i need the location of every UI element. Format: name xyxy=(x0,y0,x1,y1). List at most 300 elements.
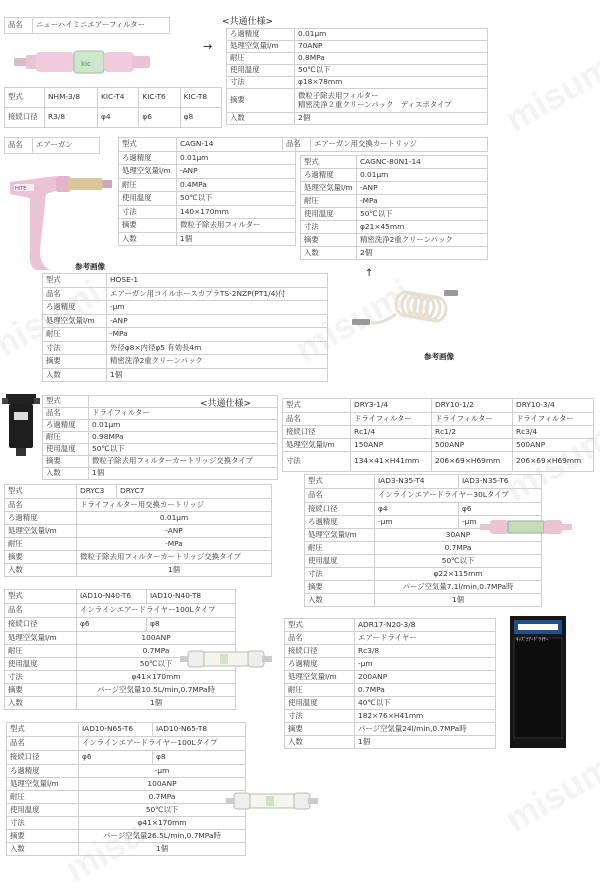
dry-models-table xyxy=(282,398,594,472)
common-spec-label: <共通仕様> xyxy=(200,399,252,409)
cell-key: 品名 xyxy=(43,287,107,301)
cell-key: 寸法 xyxy=(283,452,351,472)
table-row xyxy=(5,551,272,564)
table-row xyxy=(285,684,496,697)
cell-value: φ22×115mm xyxy=(375,568,542,581)
cell-value: KIC-T4 xyxy=(98,88,139,108)
cell-value: 1個 xyxy=(355,736,496,749)
table-row xyxy=(7,723,246,737)
table-row xyxy=(43,328,328,342)
table-row xyxy=(227,41,488,53)
table-row xyxy=(7,830,246,843)
table-row xyxy=(305,542,542,555)
cell-key: 入数 xyxy=(227,113,295,125)
table-row xyxy=(5,108,222,128)
cell-key: 型式 xyxy=(43,396,89,408)
table-row xyxy=(7,804,246,817)
airgun-image xyxy=(6,170,118,274)
cell-key: 型式 xyxy=(5,485,77,499)
cell-key: 寸法 xyxy=(305,568,375,581)
cell-key: 処理空気量l/m xyxy=(285,671,355,684)
cell-key: 摘要 xyxy=(7,830,79,843)
airgun-name-table xyxy=(4,137,100,154)
cell-key: 品名 xyxy=(283,138,311,152)
cell-key: ろ過精度 xyxy=(43,301,107,315)
reference-image-label: 参考画像 xyxy=(75,262,105,271)
table-row xyxy=(43,468,278,480)
table-row xyxy=(7,737,246,751)
table-row xyxy=(285,658,496,671)
cell-value: CAGNC-80N1-14 xyxy=(357,156,488,169)
cell-value: 30ANP xyxy=(375,529,542,542)
table-row xyxy=(227,89,488,113)
arrow-icon: → xyxy=(203,40,213,53)
cell-value: φ8 xyxy=(153,751,246,765)
table-row xyxy=(5,604,236,618)
cell-value: 50℃以下 xyxy=(79,804,246,817)
cell-value: -μm xyxy=(459,516,542,529)
cell-value: 50℃以下 xyxy=(295,65,488,77)
table-row xyxy=(43,368,328,382)
cell-key: 処理空気量l/m xyxy=(301,182,357,195)
coil-hose-image xyxy=(350,286,470,350)
table-row xyxy=(119,192,296,206)
cell-value: エアーガン用コイルホースカプラTS-2NZP(PT1/4)付 xyxy=(107,287,328,301)
table-row xyxy=(5,697,236,710)
cell-value: 微粒子除去用フィルターカートリッジ交換タイプ xyxy=(89,456,278,468)
cell-key: 寸法 xyxy=(5,671,77,684)
cell-value: 150ANP xyxy=(351,439,432,452)
cell-key: 型式 xyxy=(283,399,351,413)
table-row xyxy=(5,564,272,577)
table-row xyxy=(301,208,488,221)
cell-key: 処理空気量l/m xyxy=(43,314,107,328)
cell-value: ニューハイミニエアーフィルター xyxy=(33,18,170,34)
cell-value: 2個 xyxy=(357,247,488,260)
cell-key: 処理空気量l/m xyxy=(7,778,79,791)
cell-value: 50℃以下 xyxy=(375,555,542,568)
airgun-spec-table xyxy=(118,137,296,246)
table-row xyxy=(285,632,496,645)
cell-key: 型式 xyxy=(305,475,375,489)
cell-value: 50℃以下 xyxy=(89,444,278,456)
table-row xyxy=(285,645,496,658)
cell-value: DRY10-1/2 xyxy=(432,399,513,413)
cell-value: IAD10-N65-T8 xyxy=(153,723,246,737)
table-row xyxy=(301,169,488,182)
dryc-spec-table xyxy=(4,484,272,577)
table-row xyxy=(5,88,222,108)
air-dryer-box-label: ｷｯｽﾞｴｱｰﾄﾞﾗｲﾔｰ xyxy=(516,637,549,643)
cell-key: 処理空気量l/m xyxy=(5,632,77,645)
cell-value: -MPa xyxy=(77,538,272,551)
inline-dryer-image xyxy=(480,516,572,542)
cell-key: 処理空気量l/m xyxy=(227,41,295,53)
table-row xyxy=(43,408,278,420)
table-row xyxy=(7,791,246,804)
hose-spec-table xyxy=(42,273,328,382)
cell-key: 型式 xyxy=(301,156,357,169)
cell-key: 使用温度 xyxy=(285,697,355,710)
cell-value: -MPa xyxy=(357,195,488,208)
table-row xyxy=(43,314,328,328)
cell-key: 摘要 xyxy=(227,89,295,113)
cell-value: -ANP xyxy=(77,525,272,538)
cell-key: 寸法 xyxy=(43,341,107,355)
table-row xyxy=(305,568,542,581)
cell-value: 0.98MPa xyxy=(89,432,278,444)
table-row xyxy=(301,247,488,260)
cell-value: Rc1/2 xyxy=(432,426,513,439)
table-row xyxy=(5,590,236,604)
cell-key: 入数 xyxy=(5,564,77,577)
cell-value: インラインエアードライヤー30Lタイプ xyxy=(375,489,542,503)
cell-key: 寸法 xyxy=(227,77,295,89)
cell-key: ろ過精度 xyxy=(7,765,79,778)
cell-value: 精密洗浄2重クリーンパック xyxy=(107,355,328,369)
cell-key: 寸法 xyxy=(285,710,355,723)
cell-key: 耐圧 xyxy=(227,53,295,65)
cell-key: 処理空気量l/m xyxy=(5,525,77,538)
cell-value: 1個 xyxy=(375,594,542,607)
cell-key: 入数 xyxy=(43,468,89,480)
cell-value: φ41×170mm xyxy=(77,671,236,684)
table-row xyxy=(305,581,542,594)
table-row xyxy=(301,182,488,195)
cell-value: インラインエアードライヤー100Lタイプ xyxy=(79,737,246,751)
table-row xyxy=(283,452,594,472)
cell-value: ドライフィルター xyxy=(89,408,278,420)
table-row xyxy=(283,413,594,426)
table-row xyxy=(301,234,488,247)
cell-value: φ6 xyxy=(79,751,153,765)
cell-value: -μm xyxy=(375,516,459,529)
table-row xyxy=(285,736,496,749)
table-row xyxy=(43,432,278,444)
table-row xyxy=(285,697,496,710)
cell-key: 摘要 xyxy=(285,723,355,736)
cell-value: 1個 xyxy=(89,468,278,480)
cell-key: 耐圧 xyxy=(7,791,79,804)
table-row xyxy=(43,341,328,355)
cell-value: 1個 xyxy=(107,368,328,382)
cell-key: 処理空気量l/m xyxy=(283,439,351,452)
cell-key: 使用温度 xyxy=(119,192,177,206)
cell-value: φ21×45mm xyxy=(357,221,488,234)
cell-value: -ANP xyxy=(107,314,328,328)
cell-value: DRYC7 xyxy=(117,485,272,499)
cell-key: 型式 xyxy=(5,590,77,604)
cell-value: 0.7MPa xyxy=(355,684,496,697)
table-row xyxy=(119,138,296,152)
table-row xyxy=(285,619,496,632)
cell-key: 品名 xyxy=(285,632,355,645)
table-row xyxy=(43,456,278,468)
cell-value: CAGN-14 xyxy=(177,138,296,152)
cell-key: ろ過精度 xyxy=(227,29,295,41)
cell-key: 耐圧 xyxy=(5,538,77,551)
table-row xyxy=(5,485,272,499)
table-row xyxy=(43,274,328,288)
table-row xyxy=(301,156,488,169)
cell-value: -μm xyxy=(355,658,496,671)
cell-value: ドライフィルター xyxy=(432,413,513,426)
table-row xyxy=(285,671,496,684)
cell-key: 摘要 xyxy=(5,551,77,564)
table-row xyxy=(7,778,246,791)
cell-value xyxy=(89,396,278,408)
cell-value: φ4 xyxy=(375,503,459,516)
table-row xyxy=(227,77,488,89)
table-row xyxy=(5,512,272,525)
cell-value: 50℃以下 xyxy=(177,192,296,206)
cell-value: HOSE-1 xyxy=(107,274,328,288)
cell-key: 寸法 xyxy=(7,817,79,830)
cell-value: -MPa xyxy=(107,328,328,342)
arrow-up-icon: ↑ xyxy=(365,268,374,279)
table-row xyxy=(283,399,594,413)
cell-key: 型式 xyxy=(7,723,79,737)
cell-value: 500ANP xyxy=(513,439,594,452)
air-dryer-image xyxy=(508,616,568,754)
cell-value: 1個 xyxy=(77,697,236,710)
cell-key: 耐圧 xyxy=(301,195,357,208)
table-row xyxy=(7,843,246,856)
cell-value: エアーガン用交換カートリッジ xyxy=(311,138,488,152)
cell-key: 寸法 xyxy=(301,221,357,234)
cell-value: パージ空気量26.5L/min,0.7MPa時 xyxy=(79,830,246,843)
table-row xyxy=(5,538,272,551)
cell-value: 1個 xyxy=(77,564,272,577)
cell-value: パージ空気量24l/min,0.7MPa時 xyxy=(355,723,496,736)
cell-value: -ANP xyxy=(357,182,488,195)
filter-name-table xyxy=(4,17,170,34)
cartridge-spec-table xyxy=(300,155,488,260)
cell-value: DRYC3 xyxy=(77,485,117,499)
watermark xyxy=(498,741,600,840)
cell-value: 0.7MPa xyxy=(79,791,246,804)
cell-key: ろ過精度 xyxy=(5,512,77,525)
cell-value: φ4 xyxy=(98,108,139,128)
cell-key: ろ過精度 xyxy=(285,658,355,671)
cell-value: ドライフィルター xyxy=(351,413,432,426)
inline-dryer-image xyxy=(226,790,318,816)
table-row xyxy=(5,684,236,697)
cell-value: 微粒子除去用フィルターカートリッジ交換タイプ xyxy=(77,551,272,564)
table-row xyxy=(43,355,328,369)
cell-key: 型式 xyxy=(119,138,177,152)
cell-key: 入数 xyxy=(305,594,375,607)
cell-value: 0.01μm xyxy=(89,420,278,432)
cell-key: 耐圧 xyxy=(285,684,355,697)
cell-key: 入数 xyxy=(301,247,357,260)
reference-image-label: 参考画像 xyxy=(424,352,454,361)
cell-value: IAD10-N65-T6 xyxy=(79,723,153,737)
table-row xyxy=(119,205,296,219)
cell-key: 使用温度 xyxy=(43,444,89,456)
cell-value: ADR17-N20-3/8 xyxy=(355,619,496,632)
cell-value: φ41×170mm xyxy=(79,817,246,830)
cell-key: 品名 xyxy=(305,489,375,503)
cell-key: 入数 xyxy=(285,736,355,749)
table-row xyxy=(305,594,542,607)
cell-value: -ANP xyxy=(177,165,296,179)
svg-text:HITE: HITE xyxy=(15,186,27,192)
cell-key: 耐圧 xyxy=(5,645,77,658)
cell-key: 接続口径 xyxy=(5,618,77,632)
cell-key: 入数 xyxy=(119,232,177,246)
common-spec-label: <共通仕様> xyxy=(222,17,274,27)
cell-key: 接続口径 xyxy=(283,426,351,439)
cell-value: φ6 xyxy=(139,108,180,128)
cell-value: ドライフィルター用交換カートリッジ xyxy=(77,499,272,512)
cell-key: 品名 xyxy=(5,604,77,618)
table-row xyxy=(119,178,296,192)
cell-key: 入数 xyxy=(43,368,107,382)
cell-key: 耐圧 xyxy=(43,328,107,342)
table-row xyxy=(5,525,272,538)
table-row xyxy=(119,232,296,246)
cell-value: エアーガン xyxy=(33,138,100,154)
cell-key: 摘要 xyxy=(305,581,375,594)
svg-text:kic: kic xyxy=(81,60,91,68)
cartridge-name-table xyxy=(282,137,488,152)
cell-value: NHM-3/8 xyxy=(45,88,98,108)
cell-key: 使用温度 xyxy=(301,208,357,221)
watermark xyxy=(498,41,600,140)
cell-value: パージ空気量7.1l/min,0.7MPa時 xyxy=(375,581,542,594)
table-row xyxy=(119,165,296,179)
cell-value: 0.7MPa xyxy=(77,645,236,658)
table-row xyxy=(227,53,488,65)
cell-value: -μm xyxy=(79,765,246,778)
table-row xyxy=(227,113,488,125)
cell-value: 精密洗浄2重クリーンパック xyxy=(357,234,488,247)
cell-key: 品名 xyxy=(5,499,77,512)
cell-value: 50℃以下 xyxy=(77,658,236,671)
cell-value: 0.01μm xyxy=(177,151,296,165)
table-row xyxy=(43,420,278,432)
cell-value: 0.7MPa xyxy=(375,542,542,555)
cell-value: 微粒子除去用フィルター xyxy=(177,219,296,233)
table-row xyxy=(5,499,272,512)
cell-value: 0.8MPa xyxy=(295,53,488,65)
cell-key: ろ過精度 xyxy=(43,420,89,432)
cell-value: ドライフィルター xyxy=(513,413,594,426)
cell-value: 外径φ8×内径φ5 有効長4m xyxy=(107,341,328,355)
cell-value: DRY3-1/4 xyxy=(351,399,432,413)
cell-value: φ18×78mm xyxy=(295,77,488,89)
filter-model-table xyxy=(4,87,222,128)
cell-value: 2個 xyxy=(295,113,488,125)
cell-key: 摘要 xyxy=(5,684,77,697)
cell-key: ろ過精度 xyxy=(305,516,375,529)
cell-value: φ6 xyxy=(459,503,542,516)
cell-key: 耐圧 xyxy=(43,432,89,444)
cell-key: 品名 xyxy=(5,138,33,154)
table-row xyxy=(7,751,246,765)
cell-value: 206×69×H69mm xyxy=(513,452,594,472)
filter-image xyxy=(14,46,154,82)
table-row xyxy=(5,632,236,645)
cell-value: φ8 xyxy=(180,108,221,128)
table-row xyxy=(305,475,542,489)
cell-value: 200ANP xyxy=(355,671,496,684)
cell-key: 処理空気量l/m xyxy=(305,529,375,542)
filter-common-spec-table xyxy=(226,28,488,125)
cell-key: 摘要 xyxy=(119,219,177,233)
cell-key: 型式 xyxy=(285,619,355,632)
cell-value: Rc1/4 xyxy=(351,426,432,439)
table-row xyxy=(285,723,496,736)
cell-key: 耐圧 xyxy=(119,178,177,192)
cell-key: 接続口径 xyxy=(305,503,375,516)
table-row xyxy=(285,710,496,723)
cell-key: 入数 xyxy=(7,843,79,856)
cell-key: 接続口径 xyxy=(7,751,79,765)
cell-key: 接続口径 xyxy=(5,108,45,128)
cell-key: 使用温度 xyxy=(7,804,79,817)
cell-key: 品名 xyxy=(283,413,351,426)
cell-key: 品名 xyxy=(43,408,89,420)
cell-value: φ6 xyxy=(77,618,147,632)
table-row xyxy=(305,489,542,503)
cell-value: DRY10-3/4 xyxy=(513,399,594,413)
cell-value: Rc3/8 xyxy=(355,645,496,658)
cell-value: 1個 xyxy=(177,232,296,246)
dry-filter-image xyxy=(2,394,40,462)
table-row xyxy=(305,555,542,568)
cell-value: 1個 xyxy=(79,843,246,856)
cell-value: 134×41×H41mm xyxy=(351,452,432,472)
table-row xyxy=(119,151,296,165)
cell-value: 500ANP xyxy=(432,439,513,452)
cell-value: 0.01μm xyxy=(357,169,488,182)
cell-key: ろ過精度 xyxy=(119,151,177,165)
cell-key: 寸法 xyxy=(119,205,177,219)
table-row xyxy=(227,29,488,41)
cell-value: -μm xyxy=(107,301,328,315)
iad10-n65-spec-table xyxy=(6,722,246,856)
cell-value: パージ空気量10.5L/min,0.7MPa時 xyxy=(77,684,236,697)
cell-key: 接続口径 xyxy=(285,645,355,658)
cell-value: φ8 xyxy=(147,618,236,632)
cell-value: 140×170mm xyxy=(177,205,296,219)
cell-key: 型式 xyxy=(5,88,45,108)
table-row xyxy=(119,219,296,233)
table-row xyxy=(7,817,246,830)
cell-key: 摘要 xyxy=(301,234,357,247)
cell-value: 0.01μm xyxy=(295,29,488,41)
cell-key: ろ過精度 xyxy=(301,169,357,182)
cell-key: 入数 xyxy=(5,697,77,710)
cell-key: 摘要 xyxy=(43,456,89,468)
dry-common-spec-table xyxy=(42,407,278,480)
table-row xyxy=(283,439,594,452)
table-row xyxy=(283,426,594,439)
cell-value: KIC-T6 xyxy=(139,88,180,108)
table-row xyxy=(43,444,278,456)
cell-value: IAD10-N40-T8 xyxy=(147,590,236,604)
inline-dryer-image xyxy=(180,648,272,674)
cell-value: KIC-T8 xyxy=(180,88,221,108)
cell-value: 微粒子除去用フィルター 精密洗浄２重クリーンパック ディスポタイプ xyxy=(295,89,488,113)
cell-value: R3/8 xyxy=(45,108,98,128)
cell-value: 100ANP xyxy=(79,778,246,791)
cell-key: 摘要 xyxy=(43,355,107,369)
cell-value: IAD3-N35-T6 xyxy=(459,475,542,489)
cell-key: 使用温度 xyxy=(227,65,295,77)
